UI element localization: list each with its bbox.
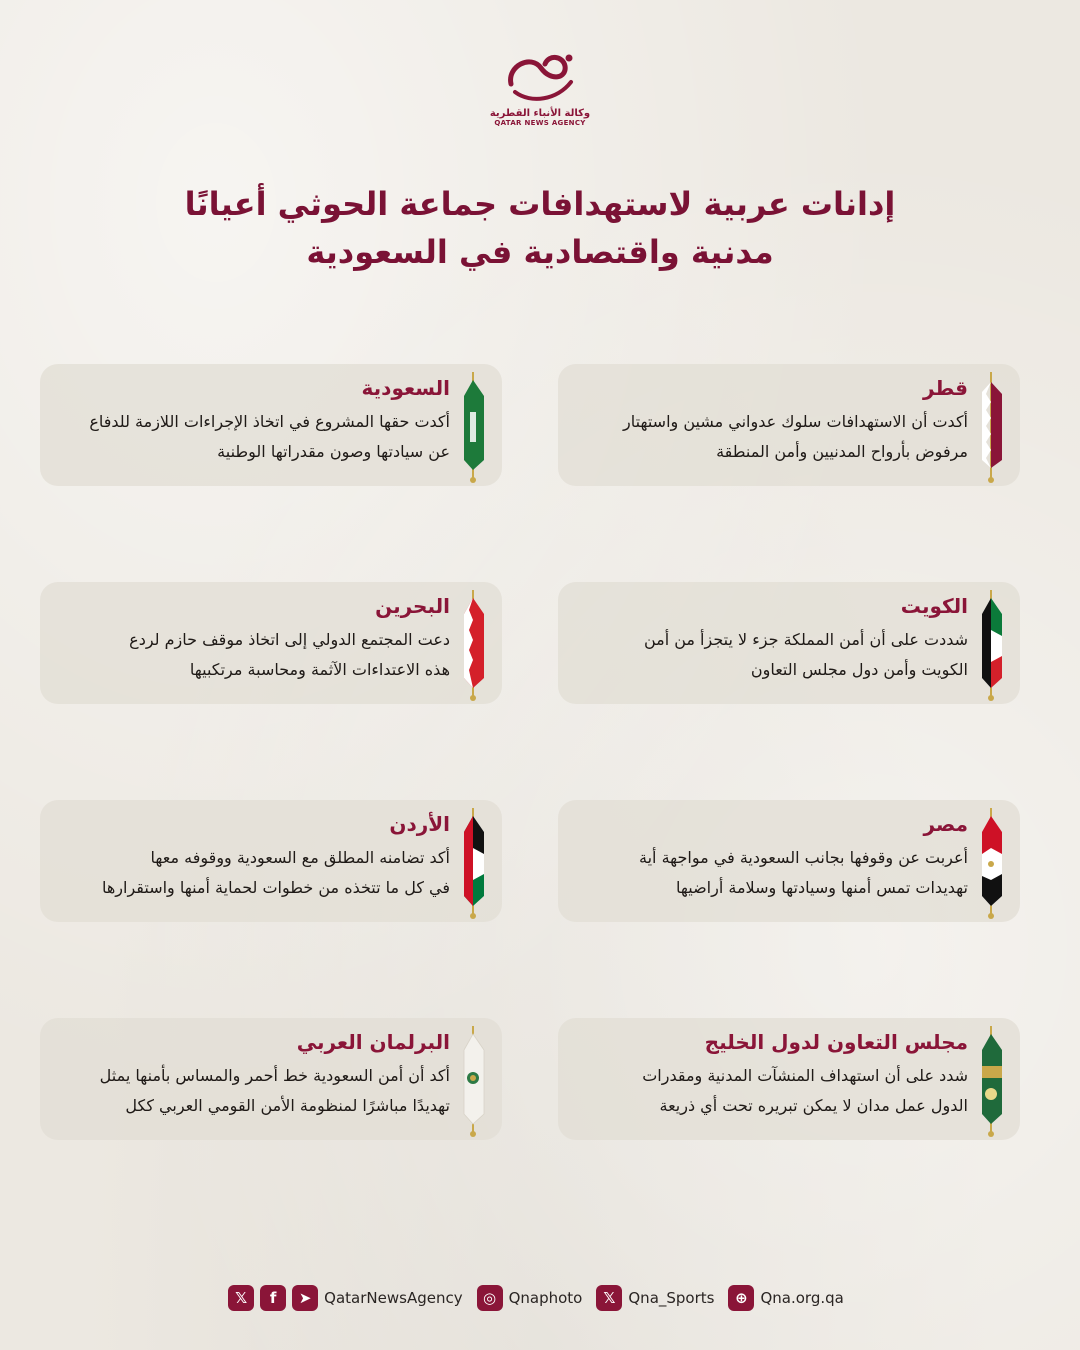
logo-arabic-text: وكالة الأنباء القطرية — [489, 108, 591, 119]
card-gcc — [558, 1018, 1020, 1140]
card-arab-parliament — [40, 1018, 502, 1140]
main-handle-link[interactable]: QatarNewsAgency — [324, 1289, 463, 1307]
card-text-line-2: هذه الاعتداءات الآثمة ومحاسبة مرتكبيها — [189, 660, 450, 679]
card-text-line-2: تهديدًا مباشرًا لمنظومة الأمن القومي العربي ككل — [125, 1096, 450, 1115]
arab-parliament-flag-icon — [460, 1026, 486, 1138]
card-text-line-2: عن سيادتها وصون مقدراتها الوطنية — [217, 442, 450, 461]
card-text-line-1: دعت المجتمع الدولي إلى اتخاذ موقف حازم لردع — [129, 630, 450, 649]
card-text-line-1: أكدت حقها المشروع في اتخاذ الإجراءات اللازمة للدفاع — [89, 412, 450, 431]
card-text-line-1: شدد على أن استهداف المنشآت المدنية ومقدرات — [642, 1066, 968, 1085]
card-text-line-2: مرفوض بأرواح المدنيين وأمن المنطقة — [716, 442, 968, 461]
card-text-line-2: الدول عمل مدان لا يمكن تبريره تحت أي ذريعة — [659, 1096, 968, 1115]
instagram-icon[interactable]: ◎ — [477, 1285, 503, 1311]
card-jordan — [40, 800, 502, 922]
title-line-2: مدنية واقتصادية في السعودية — [306, 233, 774, 271]
sports-handle-link[interactable]: Qna_Sports — [628, 1289, 715, 1307]
footer-social-bar — [0, 1282, 1080, 1314]
qna-logo — [480, 48, 600, 140]
qna-logo-icon — [501, 48, 579, 106]
x-sports-icon[interactable]: 𝕏 — [596, 1285, 622, 1311]
jordan-flag-icon — [460, 808, 486, 920]
title-line-1: إدانات عربية لاستهدافات جماعة الحوثي أعيانًا — [184, 185, 896, 223]
saudi-flag-icon — [460, 372, 486, 484]
card-text-line-1: شددت على أن أمن المملكة جزء لا يتجزأ من أمن — [643, 630, 968, 649]
card-title: الكويت — [900, 594, 968, 618]
card-text-line-2: في كل ما تتخذه من خطوات لحماية أمنها واستقرارها — [101, 878, 450, 897]
egypt-flag-icon — [978, 808, 1004, 920]
card-title: السعودية — [361, 376, 450, 400]
card-kuwait — [558, 582, 1020, 704]
card-text-line-2: تهديدات تمس أمنها وسيادتها وسلامة أراضيها — [676, 878, 968, 897]
card-text-line-1: أكد تضامنه المطلق مع السعودية ووقوفه معها — [150, 848, 450, 867]
card-title: مصر — [923, 812, 968, 836]
logo-english-text: QATAR NEWS AGENCY — [494, 119, 586, 127]
kuwait-flag-icon — [978, 590, 1004, 702]
card-title: البرلمان العربي — [296, 1030, 450, 1054]
card-title: قطر — [922, 376, 968, 400]
card-saudi — [40, 364, 502, 486]
photo-handle-link[interactable]: Qnaphoto — [508, 1289, 583, 1307]
gcc-flag-icon — [978, 1026, 1004, 1138]
card-title: البحرين — [375, 594, 450, 618]
card-egypt — [558, 800, 1020, 922]
facebook-icon[interactable]: f — [260, 1285, 286, 1311]
card-text-line-1: أكد أن أمن السعودية خط أحمر والمساس بأمنها يمثل — [99, 1066, 450, 1085]
page-title — [140, 180, 940, 276]
bahrain-flag-icon — [460, 590, 486, 702]
card-text-line-2: الكويت وأمن دول مجلس التعاون — [750, 660, 968, 679]
card-text-line-1: أعربت عن وقوفها بجانب السعودية في مواجهة أية — [639, 848, 968, 867]
card-title: الأردن — [389, 812, 450, 836]
card-bahrain — [40, 582, 502, 704]
x-icon[interactable]: 𝕏 — [228, 1285, 254, 1311]
telegram-icon[interactable]: ➤ — [292, 1285, 318, 1311]
qatar-flag-icon — [978, 372, 1004, 484]
globe-icon[interactable]: ⊕ — [728, 1285, 754, 1311]
card-text-line-1: أكدت أن الاستهدافات سلوك عدواني مشين واستهتار — [623, 412, 968, 431]
website-link[interactable]: Qna.org.qa — [760, 1289, 844, 1307]
card-title: مجلس التعاون لدول الخليج — [704, 1030, 968, 1054]
card-qatar — [558, 364, 1020, 486]
